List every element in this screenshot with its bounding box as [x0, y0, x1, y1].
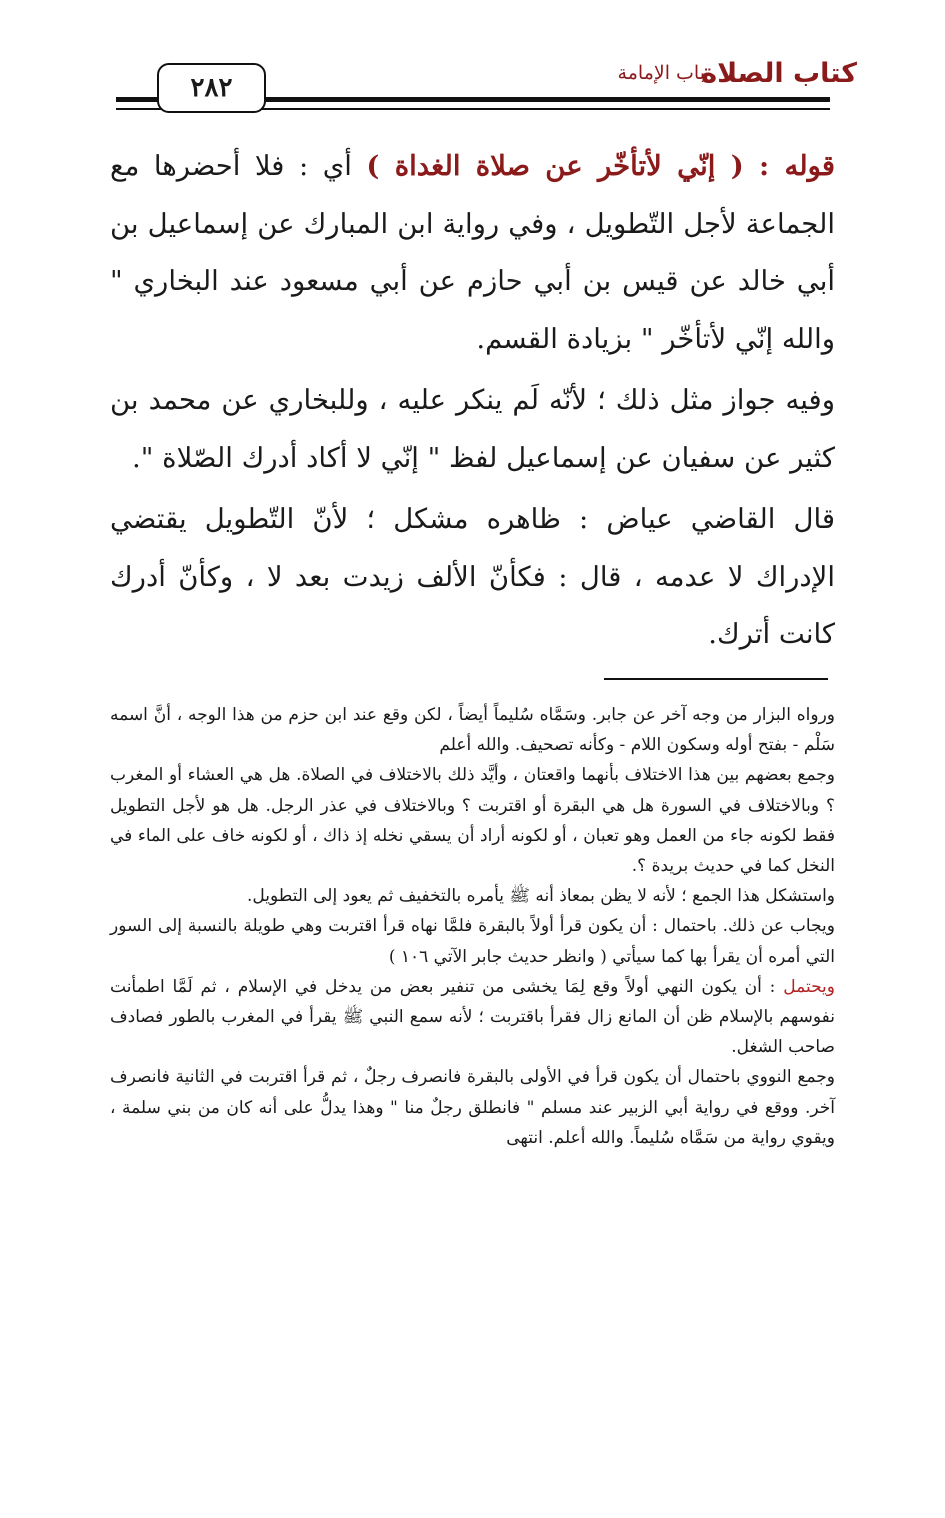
footnote-6: وجمع النووي باحتمال أن يكون قرأ في الأولى بالبقرة فانصرف رجلٌ ، ثم قرأ اقتربت في الثانية فانصرف آخر. ووقع في رواية أبي الزبير عند مسلم " فانطلق رجلٌ منا " وهذا يدلُّ على أنه كان من بني سلمة ، ويقوي رواية من سَمَّاه سُليماً. والله أعلم. انتهى [110, 1067, 835, 1148]
quoted-hadith: قوله : ( إنّي لأتأخّر عن صلاة الغداة ) [366, 150, 835, 182]
footnote-4: ويجاب عن ذلك. باحتمال : أن يكون قرأ أولاً بالبقرة فلمَّا نهاه قرأ اقتربت وهي طويلة بالنسبة إلى السور التي أمره أن يقرأ بها كما سيأتي ( وانظر حديث جابر الآتي ١٠٦ ) [110, 916, 835, 967]
footnote-5 [110, 972, 835, 1063]
footnote-3: واستشكل هذا الجمع ؛ لأنه لا يظن بمعاذ أنه ﷺ يأمره بالتخفيف ثم يعود إلى التطويل. [246, 886, 835, 907]
paragraph-3: قال القاضي عياض : ظاهره مشكل ؛ لأنّ التّطويل يقتضي الإدراك لا عدمه ، قال : فكأنّ الألف زيدت بعد لا ، وكأنّ أدرك كانت أترك. [110, 503, 835, 650]
footnote-separator [604, 678, 828, 680]
page-header [0, 0, 945, 120]
page-number: ٢٨٢ [157, 63, 266, 113]
book-title: كتاب الصلاة [701, 58, 857, 89]
paragraph-2: وفيه جواز مثل ذلك ؛ لأنّه لَم ينكر عليه ، وللبخاري عن محمد بن كثير عن سفيان عن إسماعيل لفظ " إنّي لا أكاد أدرك الصّلاة ". [110, 384, 835, 474]
paragraph-1-text: أي : فلا أحضرها مع الجماعة لأجل التّطويل ، وفي رواية ابن المبارك عن إسماعيل بن أبي خالد عن قيس بن أبي حازم عن أبي مسعود عند البخاري " والله إنّي لأتأخّر " بزيادة القسم. [110, 150, 835, 355]
footnote-1: ورواه البزار من وجه آخر عن جابر. وسَمَّاه سُليماً أيضاً ، لكن وقع عند ابن حزم من هذا الوجه ، أنَّ اسمه سَلْم - بفتح أوله وسكون اللام - وكأنه تصحيف. والله أعلم [110, 705, 835, 756]
footnotes [110, 700, 835, 1153]
paragraph-1 [110, 138, 835, 368]
main-text [110, 138, 835, 668]
footnote-5-lead: ويحتمل [783, 976, 835, 997]
chapter-title: باب الإمامة [617, 62, 705, 84]
footnote-5-text: : أن يكون النهي أولاً وقع لِمَا يخشى من تنفير بعض من يدخل في الإسلام ، ثم لَمَّا اطمأنت نفوسهم بالإسلام ظن أن المانع زال فقرأ باقتربت ؛ لأنه سمع النبي ﷺ يقرأ في المغرب بالطور فصادف صاحب الشغل. [110, 976, 835, 1058]
footnote-2: وجمع بعضهم بين هذا الاختلاف بأنهما واقعتان ، وأيَّد ذلك بالاختلاف في الصلاة. هل هي العشاء أو المغرب ؟ وبالاختلاف في السورة هل هي البقرة أو اقتربت ؟ وبالاختلاف في عذر الرجل. هل هو لأجل التطويل فقط لكونه جاء من العمل وهو تعبان ، أو لكونه أراد أن يسقي نخله إذ ذاك ، أو لكونه خاف على الماء في النخل كما في حديث بريدة ؟. [110, 765, 835, 877]
